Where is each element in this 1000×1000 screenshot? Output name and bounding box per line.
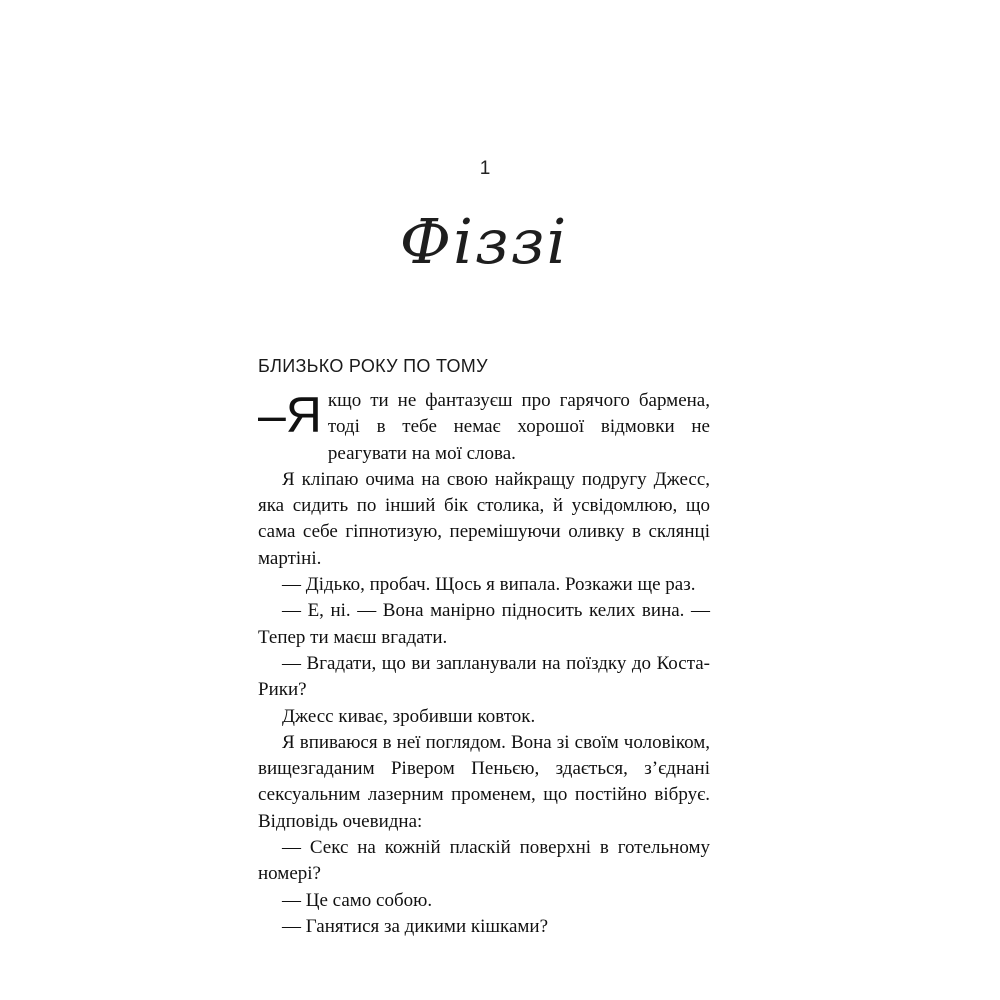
paragraph-text: кщо ти не фантазуєш про гарячого бармена, тоді в тебе немає хорошої відмовки не реагувати на мої слова. <box>327 390 710 464</box>
paragraph-2: Я кліпаю очима на свою найкращу подругу Джесс, яка сидить по інший бік столика, й усвідомлюю, що сама себе гіпнотизую, перемішуючи оливку в склянці мартіні. <box>258 468 710 569</box>
body-text <box>258 388 710 940</box>
paragraph-6: Джесс киває, зробивши ковток. <box>282 705 536 727</box>
paragraph-10: — Ганятися за дикими кішками? <box>282 915 548 937</box>
paragraph-9: — Це само собою. <box>282 889 433 911</box>
chapter-number: 1 <box>479 158 491 179</box>
paragraph-1 <box>258 388 710 467</box>
paragraph-3: — Дідько, пробач. Щось я випала. Розкажи ще раз. <box>282 574 696 596</box>
time-heading: БЛИЗЬКО РОКУ ПО ТОМУ <box>258 356 488 376</box>
drop-cap: –Я <box>258 387 322 443</box>
paragraph-7: Я впиваюся в неї поглядом. Вона зі своїм чоловіком, вищезгаданим Рівером Пеньєю, здається, з’єднані сексуальним лазерним променем, що постійно вібрує. Відповідь очевидна: <box>258 731 710 832</box>
paragraph-4: — Е, ні. — Вона манірно підносить келих вина. — Тепер ти маєш вгадати. <box>258 600 710 648</box>
chapter-title: Фіззі <box>399 205 569 278</box>
paragraph-5: — Вгадати, що ви запланували на поїздку до Коста-Рики? <box>258 652 710 701</box>
paragraph-8: — Секс на кожній пласкій поверхні в готельному номері? <box>258 837 710 885</box>
